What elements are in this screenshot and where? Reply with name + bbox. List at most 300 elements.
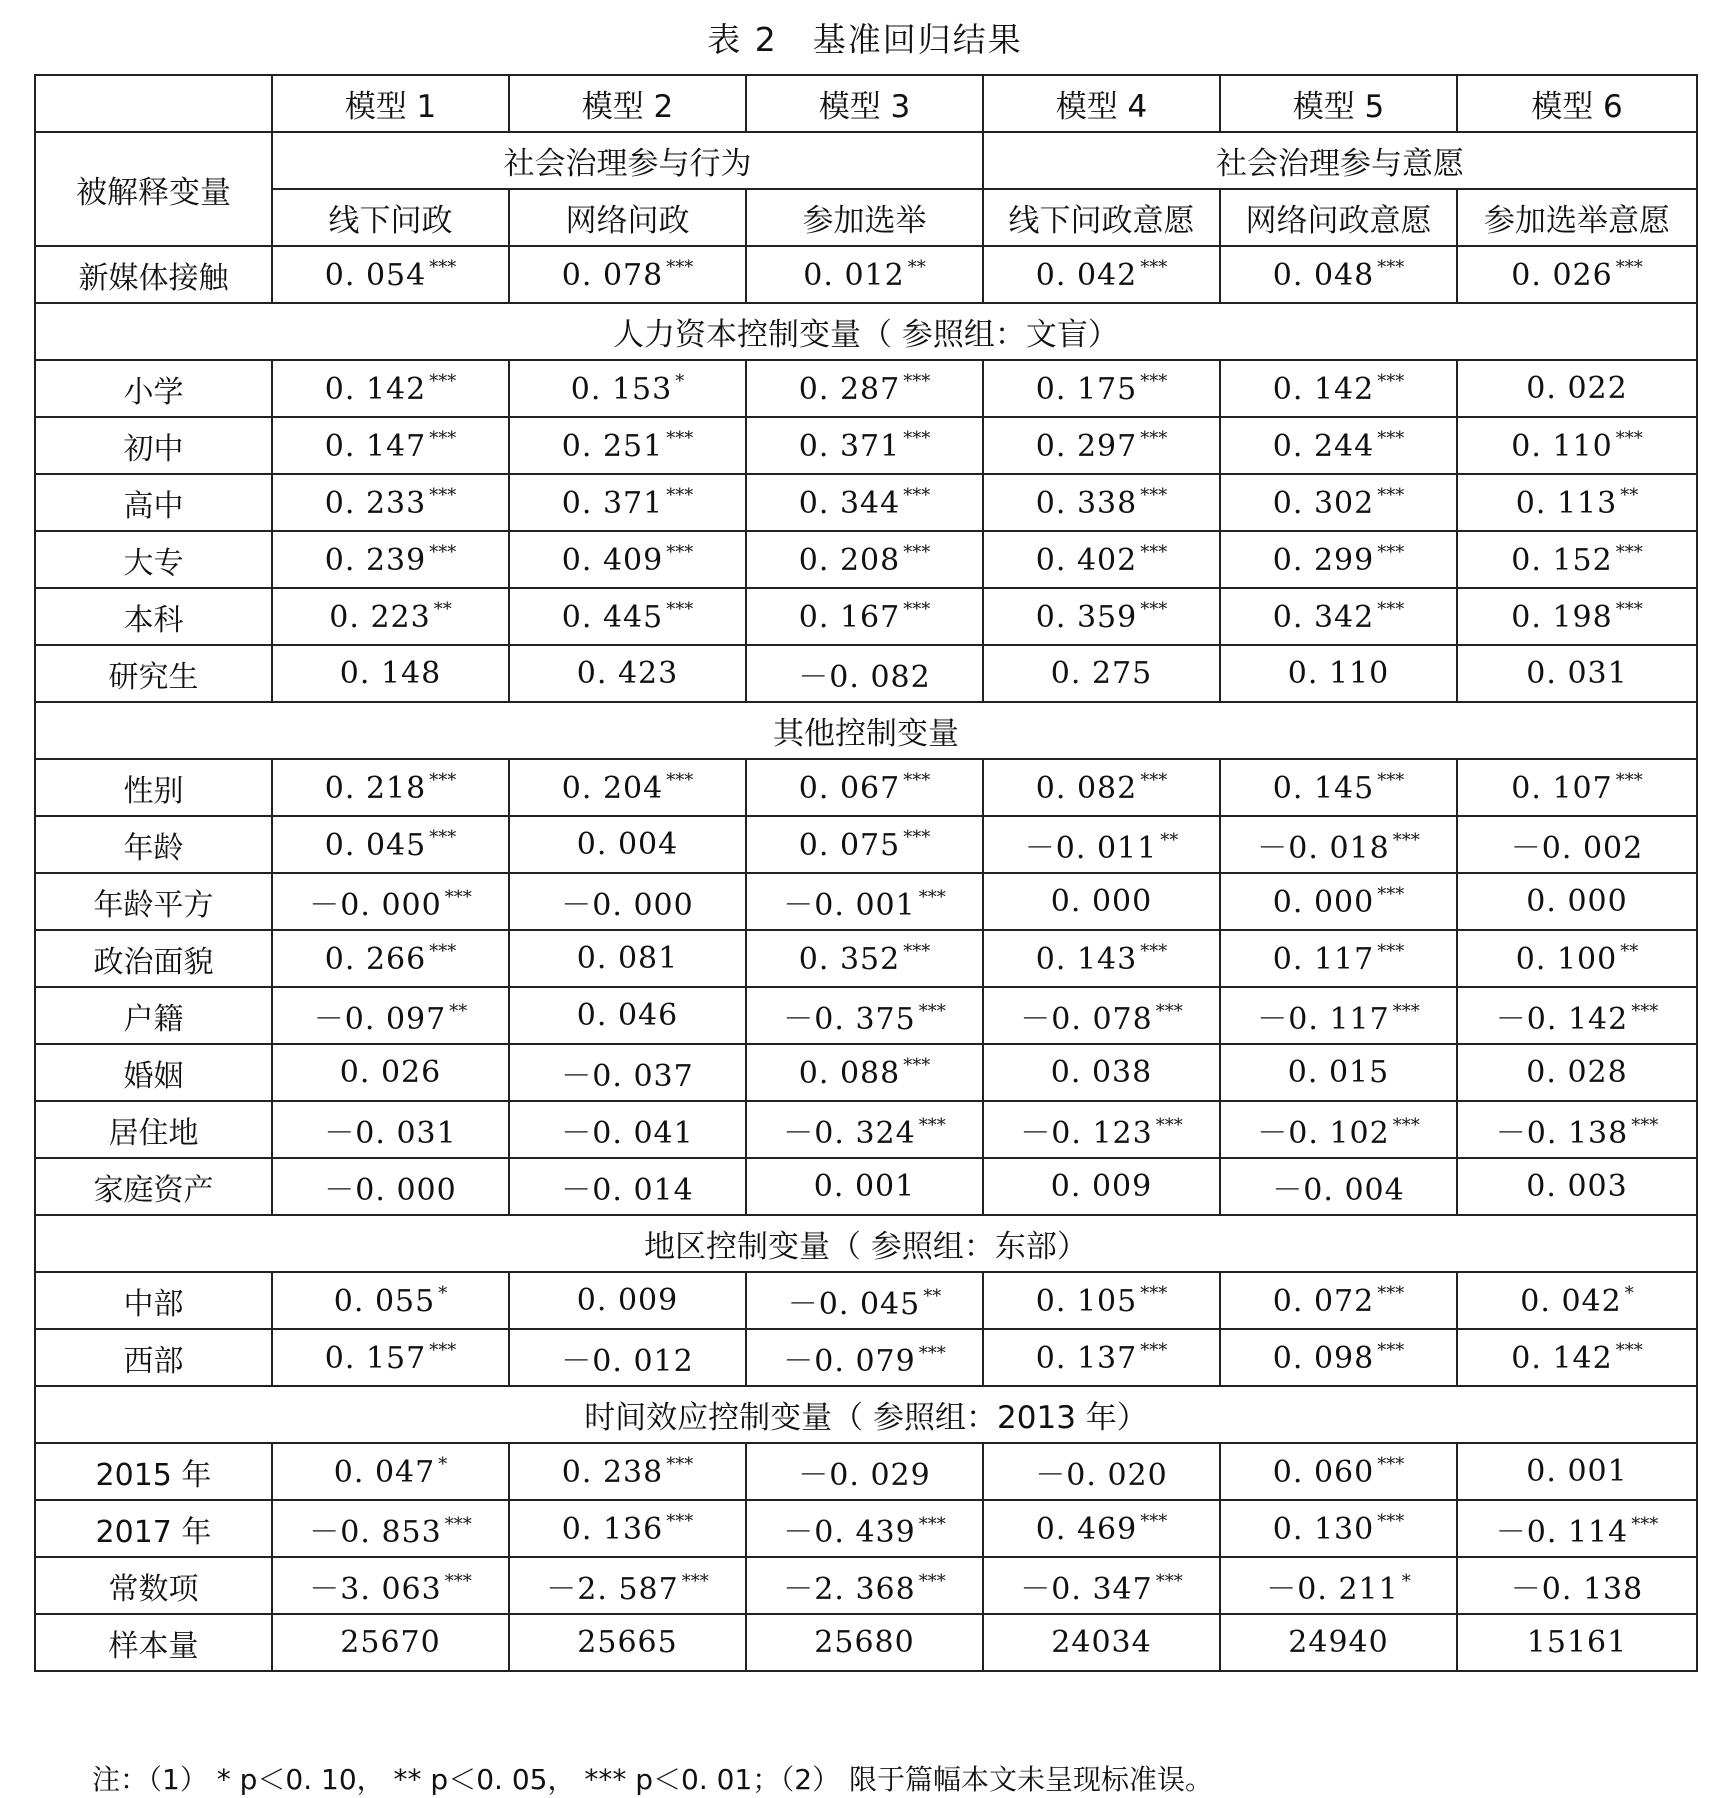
table-row [35,1557,1697,1614]
coefficient-value: －0. 324 [783,1115,916,1151]
coefficient-value: 0. 143 [1035,941,1138,977]
coefficient-value: 0. 015 [1287,1055,1390,1090]
significance-stars: *** [903,484,931,506]
coefficient-value: 0. 204 [561,770,664,806]
table-cell [509,1272,746,1329]
coefficient-value: 25680 [814,1625,915,1660]
table-cell [272,816,509,873]
coefficient-value: 0. 026 [339,1055,442,1090]
significance-stars: *** [1140,541,1168,563]
table-cell [509,930,746,987]
table-cell [983,1044,1220,1101]
table-cell [1220,531,1457,588]
table-row [35,1329,1697,1386]
section-header: 时间效应控制变量（ 参照组：2013 年） [35,1386,1697,1443]
coefficient-value: 0. 251 [561,428,664,464]
coefficient-value: 0. 371 [561,485,664,521]
table-cell [509,1500,746,1557]
significance-stars: *** [1155,1000,1183,1022]
row-label: 年龄平方 [35,873,272,930]
table-cell [272,588,509,645]
coefficient-value: －0. 031 [324,1115,457,1151]
coefficient-value: 0. 042 [1520,1283,1622,1319]
table-cell [1220,417,1457,474]
table-cell [509,987,746,1044]
table-cell [1220,873,1457,930]
table-cell [509,1614,746,1671]
significance-stars: *** [1392,1000,1420,1022]
table-cell [509,1044,746,1101]
coefficient-value: 0. 239 [324,542,427,578]
table-cell [1457,360,1697,417]
coefficient-value: 0. 175 [1035,371,1138,407]
table-row [35,474,1697,531]
coefficient-value: 0. 136 [561,1511,664,1547]
coefficient-value: －0. 000 [324,1172,457,1208]
significance-stars: *** [1140,598,1168,620]
significance-stars: *** [903,940,931,962]
significance-stars: *** [1615,256,1643,278]
significance-stars: *** [1140,940,1168,962]
table-row [35,1158,1697,1215]
coefficient-value: 25665 [577,1625,678,1660]
significance-stars: *** [1140,1510,1168,1532]
coefficient-value: 0. 004 [576,827,679,862]
coefficient-value: 0. 198 [1511,599,1613,635]
significance-stars: *** [1392,829,1420,851]
table-cell [509,759,746,816]
table-cell [746,873,983,930]
coefficient-value: 0. 218 [324,770,427,806]
coefficient-value: 0. 223 [329,599,431,635]
coefficient-value: 0. 047 [333,1454,436,1490]
coefficient-value: 0. 028 [1526,1055,1628,1090]
significance-stars: *** [1377,1282,1405,1304]
section-header: 人力资本控制变量（ 参照组：文盲） [35,303,1697,360]
coefficient-value: 0. 098 [1272,1340,1375,1376]
table-cell [746,1044,983,1101]
row-label: 本科 [35,588,272,645]
table-cell [1220,759,1457,816]
coefficient-value: －2. 368 [783,1571,916,1607]
model-header-row [35,75,1697,132]
coefficient-value: 0. 045 [324,827,427,863]
coefficient-value: －0. 004 [1272,1172,1405,1208]
significance-stars: * [1624,1282,1634,1304]
table-cell [509,1101,746,1158]
table-cell [1457,987,1697,1044]
table-cell [1220,1557,1457,1614]
table-cell [509,531,746,588]
significance-stars: *** [666,541,694,563]
coefficient-value: －0. 082 [798,659,931,695]
table-cell [1457,474,1697,531]
table-cell [746,474,983,531]
table-cell [746,759,983,816]
table-cell [746,645,983,702]
significance-stars: *** [903,541,931,563]
subcolumn-header: 参加选举 [746,189,983,246]
table-cell [509,873,746,930]
coefficient-value: 0. 110 [1287,656,1390,691]
coefficient-value: －0. 000 [309,887,442,923]
coefficient-value: 0. 167 [798,599,901,635]
coefficient-value: 0. 031 [1526,656,1628,691]
subcolumn-header-row [35,189,1697,246]
significance-stars: *** [666,427,694,449]
table-row [35,1044,1697,1101]
table-cell [1457,816,1697,873]
coefficient-value: 0. 157 [324,1340,427,1376]
significance-stars: *** [1377,1339,1405,1361]
table-cell [509,1443,746,1500]
significance-stars: *** [918,886,946,908]
row-label: 西部 [35,1329,272,1386]
coefficient-value: 0. 078 [561,257,664,293]
table-cell [1220,1272,1457,1329]
table-cell [509,1158,746,1215]
table-row [35,645,1697,702]
table-cell [746,417,983,474]
table-cell [1457,1500,1697,1557]
table-row [35,360,1697,417]
table-cell [1220,1443,1457,1500]
table-cell [272,1557,509,1614]
coefficient-value: 0. 148 [339,656,442,691]
significance-stars: * [675,370,685,392]
coefficient-value: 0. 244 [1272,428,1375,464]
table-cell [1220,816,1457,873]
table-row [35,759,1697,816]
table-cell [509,588,746,645]
table-row [35,930,1697,987]
significance-stars: *** [1377,940,1405,962]
coefficient-value: 0. 342 [1272,599,1375,635]
table-cell [1220,1329,1457,1386]
coefficient-value: －0. 102 [1257,1115,1390,1151]
significance-stars: *** [1377,427,1405,449]
significance-stars: *** [444,1570,472,1592]
row-label: 性别 [35,759,272,816]
coefficient-value: 24940 [1288,1625,1389,1660]
row-label: 政治面貌 [35,930,272,987]
subcolumn-header: 网络问政 [509,189,746,246]
coefficient-value: 0. 344 [798,485,901,521]
table-cell [983,645,1220,702]
coefficient-value: －2. 587 [546,1571,679,1607]
significance-stars: *** [903,370,931,392]
coefficient-value: －0. 078 [1020,1001,1153,1037]
coefficient-value: －0. 117 [1257,1001,1390,1037]
table-row [35,417,1697,474]
coefficient-value: －0. 014 [561,1172,694,1208]
significance-stars: *** [1377,370,1405,392]
table-cell [746,1272,983,1329]
coefficient-value: 0. 266 [324,941,427,977]
table-cell [1220,1500,1457,1557]
significance-stars: ** [923,1285,942,1307]
table-cell [1220,987,1457,1044]
model-header: 模型 5 [1220,75,1457,132]
coefficient-value: 0. 110 [1511,428,1613,464]
coefficient-value: －0. 018 [1257,830,1390,866]
table-row [35,987,1697,1044]
significance-stars: *** [1631,1000,1659,1022]
significance-stars: ** [907,256,926,278]
row-label: 初中 [35,417,272,474]
coefficient-value: －0. 029 [798,1457,931,1493]
significance-stars: *** [444,886,472,908]
table-cell [1457,417,1697,474]
subcolumn-header: 线下问政 [272,189,509,246]
significance-stars: *** [918,1000,946,1022]
table-cell [746,246,983,303]
significance-stars: *** [666,598,694,620]
coefficient-value: 0. 233 [324,485,427,521]
table-cell [983,816,1220,873]
table-cell [983,759,1220,816]
table-cell [746,1500,983,1557]
row-label: 样本量 [35,1614,272,1671]
coefficient-value: 0. 038 [1050,1055,1153,1090]
coefficient-value: 0. 152 [1511,542,1613,578]
group-header-behavior: 社会治理参与行为 [272,132,983,189]
table-cell [1457,531,1697,588]
significance-stars: *** [903,598,931,620]
table-note: 注：（1） * p＜0. 10， ** p＜0. 05， *** p＜0. 01；（2） 限于篇幅本文未呈现标准误。 [92,1763,1213,1796]
coefficient-value: 0. 012 [803,257,905,293]
significance-stars: *** [918,1114,946,1136]
table-cell [746,987,983,1044]
coefficient-value: 0. 100 [1515,941,1618,977]
table-cell [1457,1101,1697,1158]
corner-cell [35,75,272,132]
coefficient-value: 0. 113 [1515,485,1618,521]
table-cell [983,588,1220,645]
table-row [35,816,1697,873]
significance-stars: *** [666,256,694,278]
significance-stars: *** [1377,1453,1405,1475]
coefficient-value: 0. 299 [1272,542,1375,578]
table-cell [509,645,746,702]
table-cell [1457,1044,1697,1101]
subcolumn-header: 参加选举意愿 [1457,189,1697,246]
coefficient-value: 0. 003 [1526,1169,1628,1204]
coefficient-value: 0. 445 [561,599,664,635]
table-cell [983,987,1220,1044]
table-row [35,1101,1697,1158]
significance-stars: *** [1140,427,1168,449]
table-cell [1220,1158,1457,1215]
table-cell [983,1500,1220,1557]
coefficient-value: 0. 000 [1272,884,1375,920]
coefficient-value: －0. 211 [1266,1571,1399,1607]
significance-stars: *** [444,1513,472,1535]
table-cell [983,873,1220,930]
table-cell [746,1158,983,1215]
significance-stars: ** [449,1000,468,1022]
table-cell [746,1614,983,1671]
table-cell [272,1443,509,1500]
table-cell [746,1557,983,1614]
significance-stars: *** [429,1339,457,1361]
coefficient-value: 25670 [340,1625,441,1660]
significance-stars: *** [666,769,694,791]
table-cell [746,1329,983,1386]
table-cell [509,474,746,531]
table-cell [509,246,746,303]
coefficient-value: 0. 359 [1035,599,1138,635]
table-row [35,1500,1697,1557]
table-cell [983,360,1220,417]
significance-stars: *** [1615,427,1643,449]
table-cell [1220,645,1457,702]
significance-stars: ** [1160,829,1179,851]
coefficient-value: 0. 048 [1272,257,1375,293]
coefficient-value: 0. 107 [1511,770,1613,806]
coefficient-value: 0. 046 [576,998,679,1033]
significance-stars: *** [1155,1570,1183,1592]
regression-table [34,74,1698,1672]
coefficient-value: 0. 009 [1050,1169,1153,1204]
coefficient-value: 0. 142 [324,371,427,407]
coefficient-value: －0. 041 [561,1115,694,1151]
group-header-row [35,132,1697,189]
table-cell [272,1500,509,1557]
table-cell [509,360,746,417]
coefficient-value: －0. 142 [1495,1001,1629,1037]
significance-stars: *** [918,1513,946,1535]
significance-stars: *** [1392,1114,1420,1136]
table-cell [509,1557,746,1614]
table-title: 表 2 基准回归结果 [707,20,1023,59]
significance-stars: *** [1140,484,1168,506]
group-header-willingness: 社会治理参与意愿 [983,132,1697,189]
significance-stars: *** [1140,1339,1168,1361]
table-row [35,1272,1697,1329]
significance-stars: *** [1631,1513,1659,1535]
coefficient-value: 0. 137 [1035,1340,1138,1376]
significance-stars: *** [1377,256,1405,278]
significance-stars: *** [1140,256,1168,278]
coefficient-value: －0. 012 [561,1343,694,1379]
row-label: 居住地 [35,1101,272,1158]
table-cell [746,816,983,873]
table-cell [272,1101,509,1158]
significance-stars: *** [1615,598,1643,620]
table-cell [1457,1329,1697,1386]
row-label: 小学 [35,360,272,417]
table-cell [1457,645,1697,702]
significance-stars: * [1401,1570,1411,1592]
table-cell [746,1443,983,1500]
coefficient-value: －0. 045 [787,1286,921,1322]
section-row [35,1386,1697,1443]
model-header: 模型 6 [1457,75,1697,132]
table-cell [746,588,983,645]
table-cell [1220,1044,1457,1101]
significance-stars: *** [903,427,931,449]
model-header: 模型 1 [272,75,509,132]
row-label: 常数项 [35,1557,272,1614]
significance-stars: ** [433,598,452,620]
row-label: 2017 年 [35,1500,272,1557]
table-cell [272,759,509,816]
significance-stars: *** [1631,1114,1659,1136]
table-cell [983,1272,1220,1329]
coefficient-value: 0. 275 [1050,656,1153,691]
significance-stars: *** [429,370,457,392]
table-cell [983,531,1220,588]
table-cell [272,873,509,930]
table-cell [746,360,983,417]
row-label: 户籍 [35,987,272,1044]
table-cell [272,987,509,1044]
coefficient-value: 0. 067 [798,770,901,806]
row-label: 婚姻 [35,1044,272,1101]
table-cell [509,816,746,873]
table-row [35,873,1697,930]
coefficient-value: 0. 060 [1272,1454,1375,1490]
coefficient-value: 0. 409 [561,542,664,578]
table-cell [983,1614,1220,1671]
table-cell [272,1044,509,1101]
significance-stars: *** [666,1453,694,1475]
coefficient-value: －0. 138 [1495,1115,1629,1151]
row-label: 大专 [35,531,272,588]
coefficient-value: －0. 375 [783,1001,916,1037]
significance-stars: *** [666,484,694,506]
table-cell [1220,1101,1457,1158]
table-cell [1457,1158,1697,1215]
coefficient-value: －0. 138 [1510,1571,1644,1607]
coefficient-value: －0. 079 [783,1343,916,1379]
table-cell [272,417,509,474]
table-cell [746,1101,983,1158]
table-cell [1220,930,1457,987]
coefficient-value: 0. 142 [1272,371,1375,407]
subcolumn-header: 线下问政意愿 [983,189,1220,246]
significance-stars: *** [1377,1510,1405,1532]
subcolumn-header: 网络问政意愿 [1220,189,1457,246]
significance-stars: *** [429,940,457,962]
table-cell [1457,1443,1697,1500]
significance-stars: *** [903,1054,931,1076]
coefficient-value: －0. 001 [783,887,916,923]
table-row [35,246,1697,303]
table-cell [1457,930,1697,987]
significance-stars: *** [429,769,457,791]
table-cell [1457,759,1697,816]
coefficient-value: 0. 469 [1035,1511,1138,1547]
table-cell [1220,246,1457,303]
table-cell [272,360,509,417]
coefficient-value: 0. 081 [576,941,679,976]
table-cell [1457,873,1697,930]
coefficient-value: 0. 000 [1050,884,1153,919]
significance-stars: *** [1140,769,1168,791]
coefficient-value: 0. 001 [813,1169,916,1204]
significance-stars: *** [1615,1339,1643,1361]
coefficient-value: 0. 130 [1272,1511,1375,1547]
coefficient-value: 0. 147 [324,428,427,464]
table-cell [983,1443,1220,1500]
coefficient-value: －0. 000 [561,887,694,923]
row-label: 新媒体接触 [35,246,272,303]
coefficient-value: －3. 063 [309,1571,442,1607]
significance-stars: ** [1620,940,1639,962]
coefficient-value: 0. 072 [1272,1283,1375,1319]
